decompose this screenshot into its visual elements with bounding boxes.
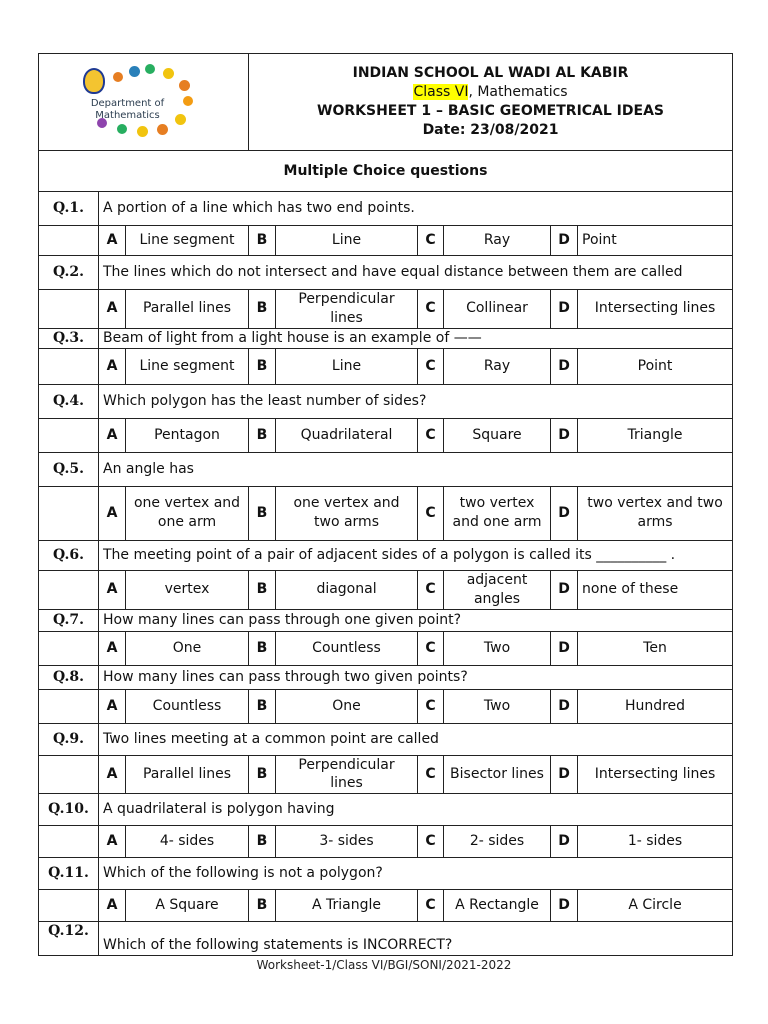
- option-letter: B: [249, 631, 276, 665]
- options-spacer: [39, 689, 99, 723]
- question-row: [39, 922, 733, 956]
- question-number: Q.4.: [39, 384, 99, 418]
- logo-dot-icon: [157, 124, 168, 135]
- option-letter: B: [249, 290, 276, 329]
- option-c[interactable]: Ray: [444, 226, 551, 256]
- logo-dot-icon: [129, 66, 140, 77]
- logo-text: [85, 98, 171, 122]
- option-letter: C: [418, 689, 444, 723]
- option-letter: C: [418, 486, 444, 540]
- question-row: [39, 452, 733, 486]
- header-info-cell: [249, 54, 733, 151]
- logo-dot-icon: [145, 64, 155, 74]
- option-b[interactable]: One: [276, 689, 418, 723]
- option-c[interactable]: Two: [444, 631, 551, 665]
- option-a[interactable]: Pentagon: [126, 418, 249, 452]
- option-letter: A: [99, 631, 126, 665]
- option-letter: C: [418, 755, 444, 794]
- option-d[interactable]: two vertex and two arms: [578, 486, 733, 540]
- option-d[interactable]: Intersecting lines: [578, 290, 733, 329]
- option-letter: A: [99, 890, 126, 922]
- option-d[interactable]: Ten: [578, 631, 733, 665]
- option-letter: D: [551, 418, 578, 452]
- header-row: [39, 54, 733, 151]
- class-subject: , Mathematics: [468, 84, 568, 101]
- question-text: A quadrilateral is polygon having: [99, 794, 733, 826]
- option-a[interactable]: Parallel lines: [126, 755, 249, 794]
- question-row: [39, 540, 733, 570]
- logo-dot-icon: [137, 126, 148, 137]
- question-text: Two lines meeting at a common point are called: [99, 723, 733, 755]
- question-number: Q.3.: [39, 328, 99, 348]
- option-d[interactable]: none of these: [578, 570, 733, 609]
- school-emblem-icon: [83, 68, 105, 94]
- options-spacer: [39, 631, 99, 665]
- logo-dot-icon: [113, 72, 123, 82]
- question-number: Q.1.: [39, 192, 99, 226]
- option-d[interactable]: Intersecting lines: [578, 755, 733, 794]
- option-letter: A: [99, 486, 126, 540]
- option-letter: D: [551, 570, 578, 609]
- options-spacer: [39, 348, 99, 384]
- class-line: [253, 83, 728, 102]
- worksheet-date: Date: 23/08/2021: [422, 121, 559, 138]
- question-row: [39, 665, 733, 689]
- option-a[interactable]: Countless: [126, 689, 249, 723]
- options-spacer: [39, 486, 99, 540]
- options-spacer: [39, 826, 99, 858]
- options-row: [39, 890, 733, 922]
- option-b[interactable]: diagonal: [276, 570, 418, 609]
- option-c[interactable]: Bisector lines: [444, 755, 551, 794]
- question-number: Q.10.: [39, 794, 99, 826]
- option-letter: B: [249, 348, 276, 384]
- option-letter: D: [551, 689, 578, 723]
- option-letter: C: [418, 631, 444, 665]
- option-a[interactable]: 4- sides: [126, 826, 249, 858]
- options-row: [39, 486, 733, 540]
- option-letter: D: [551, 486, 578, 540]
- option-d[interactable]: Point: [578, 348, 733, 384]
- question-number: Q.11.: [39, 858, 99, 890]
- question-text: Which of the following statements is INCORRECT?: [99, 922, 733, 956]
- option-letter: C: [418, 890, 444, 922]
- question-number: Q.6.: [39, 540, 99, 570]
- options-spacer: [39, 755, 99, 794]
- option-letter: C: [418, 226, 444, 256]
- option-c[interactable]: Square: [444, 418, 551, 452]
- options-spacer: [39, 226, 99, 256]
- options-row: [39, 631, 733, 665]
- option-letter: D: [551, 631, 578, 665]
- question-text: How many lines can pass through two given points?: [99, 665, 733, 689]
- worksheet: [38, 53, 732, 956]
- option-letter: B: [249, 890, 276, 922]
- question-row: [39, 794, 733, 826]
- option-letter: B: [249, 826, 276, 858]
- logo-dot-icon: [179, 80, 190, 91]
- option-a[interactable]: A Square: [126, 890, 249, 922]
- option-letter: A: [99, 570, 126, 609]
- option-a[interactable]: One: [126, 631, 249, 665]
- option-letter: C: [418, 290, 444, 329]
- option-letter: C: [418, 570, 444, 609]
- question-number: Q.2.: [39, 256, 99, 290]
- option-letter: C: [418, 418, 444, 452]
- question-text: Which polygon has the least number of sides?: [99, 384, 733, 418]
- options-row: [39, 348, 733, 384]
- logo-dot-icon: [163, 68, 174, 79]
- logo-dot-icon: [183, 96, 193, 106]
- options-row: [39, 755, 733, 794]
- option-letter: C: [418, 826, 444, 858]
- logo-cell: [39, 54, 249, 151]
- option-c[interactable]: two vertex and one arm: [444, 486, 551, 540]
- option-a[interactable]: one vertex and one arm: [126, 486, 249, 540]
- option-letter: D: [551, 290, 578, 329]
- options-row: [39, 826, 733, 858]
- option-b[interactable]: Quadrilateral: [276, 418, 418, 452]
- option-letter: B: [249, 226, 276, 256]
- option-letter: B: [249, 689, 276, 723]
- question-text: An angle has: [99, 452, 733, 486]
- option-letter: B: [249, 570, 276, 609]
- worksheet-table: [38, 53, 733, 956]
- option-d[interactable]: 1- sides: [578, 826, 733, 858]
- option-letter: A: [99, 290, 126, 329]
- option-d[interactable]: Point: [578, 226, 733, 256]
- department-logo: [79, 62, 209, 142]
- option-c[interactable]: 2- sides: [444, 826, 551, 858]
- options-row: [39, 290, 733, 329]
- question-number: Q.9.: [39, 723, 99, 755]
- option-letter: D: [551, 890, 578, 922]
- question-text: How many lines can pass through one given point?: [99, 609, 733, 631]
- option-b[interactable]: A Triangle: [276, 890, 418, 922]
- option-letter: B: [249, 418, 276, 452]
- option-d[interactable]: Hundred: [578, 689, 733, 723]
- section-title-row: [39, 151, 733, 192]
- question-text: Which of the following is not a polygon?: [99, 858, 733, 890]
- option-c[interactable]: Ray: [444, 348, 551, 384]
- question-text: A portion of a line which has two end points.: [99, 192, 733, 226]
- options-spacer: [39, 290, 99, 329]
- option-letter: A: [99, 226, 126, 256]
- option-c[interactable]: Two: [444, 689, 551, 723]
- question-number: Q.5.: [39, 452, 99, 486]
- logo-dot-icon: [117, 124, 127, 134]
- option-letter: A: [99, 348, 126, 384]
- option-a[interactable]: Parallel lines: [126, 290, 249, 329]
- options-row: [39, 226, 733, 256]
- logo-dot-icon: [175, 114, 186, 125]
- option-letter: A: [99, 689, 126, 723]
- options-row: [39, 418, 733, 452]
- option-letter: B: [249, 755, 276, 794]
- logo-text-line2: Mathematics: [95, 110, 160, 121]
- option-letter: D: [551, 826, 578, 858]
- options-spacer: [39, 890, 99, 922]
- option-b[interactable]: Countless: [276, 631, 418, 665]
- option-b[interactable]: Perpendicular lines: [276, 290, 418, 329]
- question-text: The lines which do not intersect and have equal distance between them are called: [99, 256, 733, 290]
- option-letter: A: [99, 755, 126, 794]
- logo-text-line1: Department of: [90, 98, 165, 109]
- question-row: [39, 256, 733, 290]
- option-b[interactable]: Perpendicular lines: [276, 755, 418, 794]
- option-b[interactable]: one vertex and two arms: [276, 486, 418, 540]
- question-row: [39, 858, 733, 890]
- question-row: [39, 723, 733, 755]
- option-c[interactable]: Collinear: [444, 290, 551, 329]
- question-text: Beam of light from a light house is an example of ——: [99, 328, 733, 348]
- option-letter: A: [99, 826, 126, 858]
- option-letter: C: [418, 348, 444, 384]
- question-row: [39, 609, 733, 631]
- question-row: [39, 192, 733, 226]
- question-number: Q.8.: [39, 665, 99, 689]
- page-footer: Worksheet-1/Class VI/BGI/SONI/2021-2022: [256, 958, 512, 972]
- option-a[interactable]: Line segment: [126, 226, 249, 256]
- question-row: [39, 384, 733, 418]
- option-letter: D: [551, 755, 578, 794]
- option-b[interactable]: 3- sides: [276, 826, 418, 858]
- option-a[interactable]: Line segment: [126, 348, 249, 384]
- option-a[interactable]: vertex: [126, 570, 249, 609]
- question-number: Q.7.: [39, 609, 99, 631]
- worksheet-title: WORKSHEET 1 – BASIC GEOMETRICAL IDEAS: [317, 103, 664, 119]
- question-row: [39, 328, 733, 348]
- option-letter: D: [551, 226, 578, 256]
- options-spacer: [39, 418, 99, 452]
- option-d[interactable]: A Circle: [578, 890, 733, 922]
- school-name: INDIAN SCHOOL AL WADI AL KABIR: [352, 65, 629, 82]
- question-number: Q.12.: [39, 922, 99, 956]
- question-text: The meeting point of a pair of adjacent sides of a polygon is called its __________ .: [99, 540, 733, 570]
- option-letter: A: [99, 418, 126, 452]
- options-spacer: [39, 570, 99, 609]
- options-row: [39, 689, 733, 723]
- option-c[interactable]: A Rectangle: [444, 890, 551, 922]
- option-letter: B: [249, 486, 276, 540]
- class-highlight: Class VI: [413, 84, 469, 101]
- option-letter: D: [551, 348, 578, 384]
- option-d[interactable]: Triangle: [578, 418, 733, 452]
- option-b[interactable]: Line: [276, 348, 418, 384]
- options-row: [39, 570, 733, 609]
- option-b[interactable]: Line: [276, 226, 418, 256]
- option-c[interactable]: adjacent angles: [444, 570, 551, 609]
- section-title: Multiple Choice questions: [39, 151, 733, 192]
